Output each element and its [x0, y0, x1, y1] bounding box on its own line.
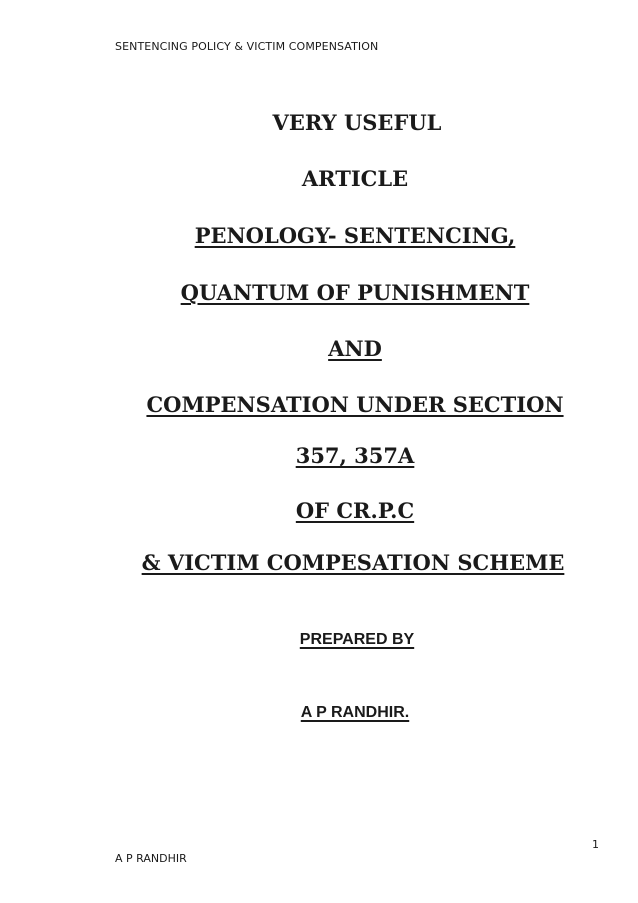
title-text: OF CR.P.C — [295, 498, 415, 523]
title-text: PENOLOGY- SENTENCING, — [194, 223, 516, 248]
prepared-by-label — [38, 632, 638, 648]
title-text: QUANTUM OF PUNISHMENT — [180, 280, 530, 305]
running-header: SENTENCING POLICY & VICTIM COMPENSATION — [115, 40, 379, 53]
title-line-quantum — [36, 282, 638, 303]
running-footer: A P RANDHIR — [115, 852, 187, 865]
page-number: 1 — [592, 838, 599, 851]
title-line-sections — [36, 445, 638, 466]
title-line-penology — [36, 225, 638, 246]
title-line-very-useful — [38, 112, 638, 133]
author-name — [36, 705, 638, 721]
title-text: 357, 357A — [295, 443, 415, 468]
title-line-article — [36, 168, 638, 189]
title-text: COMPENSATION UNDER SECTION — [146, 392, 564, 417]
title-line-scheme — [34, 552, 638, 573]
title-line-and — [36, 338, 638, 359]
title-text: AND — [328, 336, 382, 361]
title-line-compensation — [36, 394, 638, 415]
title-text: VERY USEFUL — [272, 110, 442, 135]
author-text: A P RANDHIR. — [300, 704, 410, 721]
title-text: ARTICLE — [301, 166, 409, 191]
title-line-crpc — [36, 500, 638, 521]
title-text: & VICTIM COMPESATION SCHEME — [141, 550, 565, 575]
prepared-by-text: PREPARED BY — [299, 631, 415, 648]
